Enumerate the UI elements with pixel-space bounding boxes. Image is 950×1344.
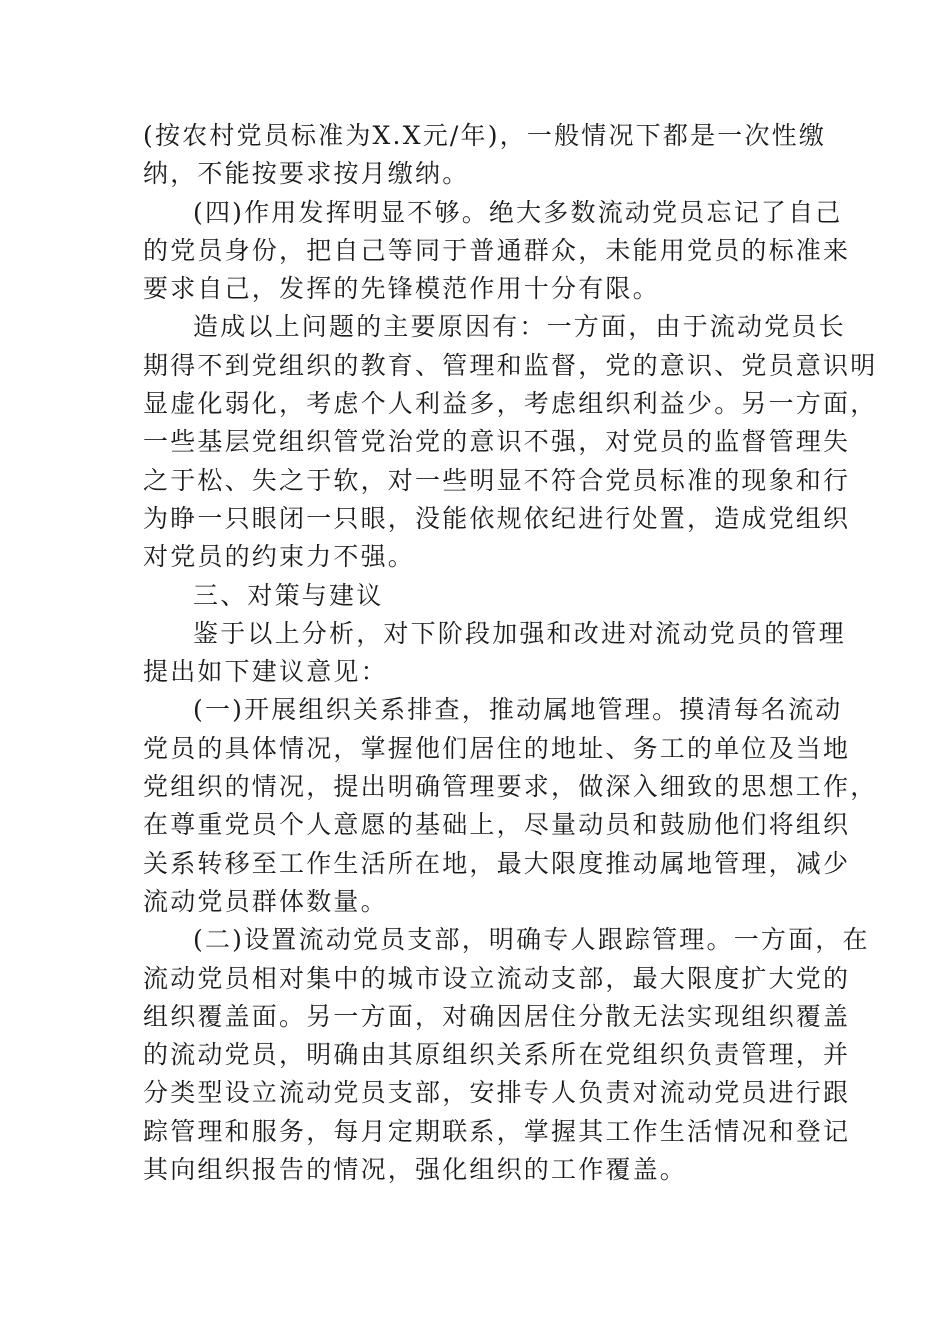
paragraph-suggestion-one [143,691,878,921]
text-line: 一些基层党组织管党治党的意识不强，对党员的监督管理失 [143,427,851,457]
text-line: 显虚化弱化，考虑个人利益多，考虑组织利益少。另一方面， [143,389,878,419]
paragraph-role-insufficient [143,194,851,309]
text-line: 在尊重党员个人意愿的基础上，尽量动员和鼓励他们将组织 [143,810,851,840]
text-line: 为睁一只眼闭一只眼，没能依规依纪进行处置，造成党组织 [143,503,851,533]
text-line: 分类型设立流动党员支部，安排专人负责对流动党员进行跟 [143,1078,851,1108]
section-heading: 三、对策与建议 [193,580,384,610]
paragraph-intro-suggestions [143,615,846,692]
text-line: 党组织的情况，提出明确管理要求，做深入细致的思想工作， [143,772,878,802]
text-line: 流动党员群体数量。 [143,886,388,916]
text-line: 踪管理和服务，每月定期联系，掌握其工作生活情况和登记 [143,1116,851,1146]
text-line: 的党员身份，把自己等同于普通群众，未能用党员的标准来 [143,235,851,265]
text-line: 造成以上问题的主要原因有：一方面，由于流动党员长 [193,312,846,342]
paragraph-root-causes [143,308,878,576]
text-line: 组织覆盖面。另一方面，对确因居住分散无法实现组织覆盖 [143,1001,851,1031]
text-line: 之于松、失之于软，对一些明显不符合党员标准的现象和行 [143,465,851,495]
text-line: 对党员的约束力不强。 [143,542,416,572]
text-line: 其向组织报告的情况，强化组织的工作覆盖。 [143,1155,688,1185]
text-line: 关系转移至工作生活所在地，最大限度推动属地管理，减少 [143,848,851,878]
text-line: 要求自己，发挥的先锋模范作用十分有限。 [143,274,660,304]
section-heading-countermeasures [143,577,808,615]
text-line: 鉴于以上分析，对下阶段加强和改进对流动党员的管理 [193,618,846,648]
text-line: 党员的具体情况，掌握他们居住的地址、务工的单位及当地 [143,733,851,763]
text-line: 流动党员相对集中的城市设立流动支部，最大限度扩大党的 [143,963,851,993]
text-line: (二)设置流动党员支部，明确专人跟踪管理。一方面，在 [193,925,870,955]
text-line: 提出如下建议意见： [143,657,388,687]
text-line: (按农村党员标准为X.X元/年)，一般情况下都是一次性缴 [143,121,827,150]
document-body [143,117,878,1189]
paragraph-suggestion-two [143,921,870,1189]
text-line: (四)作用发挥明显不够。绝大多数流动党员忘记了自己 [193,197,843,227]
paragraph-fee-payment [143,117,827,194]
text-line: 纳，不能按要求按月缴纳。 [143,159,470,189]
text-line: (一)开展组织关系排查，推动属地管理。摸清每名流动 [193,695,843,725]
text-line: 期得不到党组织的教育、管理和监督，党的意识、党员意识明 [143,350,878,380]
text-line: 的流动党员，明确由其原组织关系所在党组织负责管理，并 [143,1040,851,1070]
